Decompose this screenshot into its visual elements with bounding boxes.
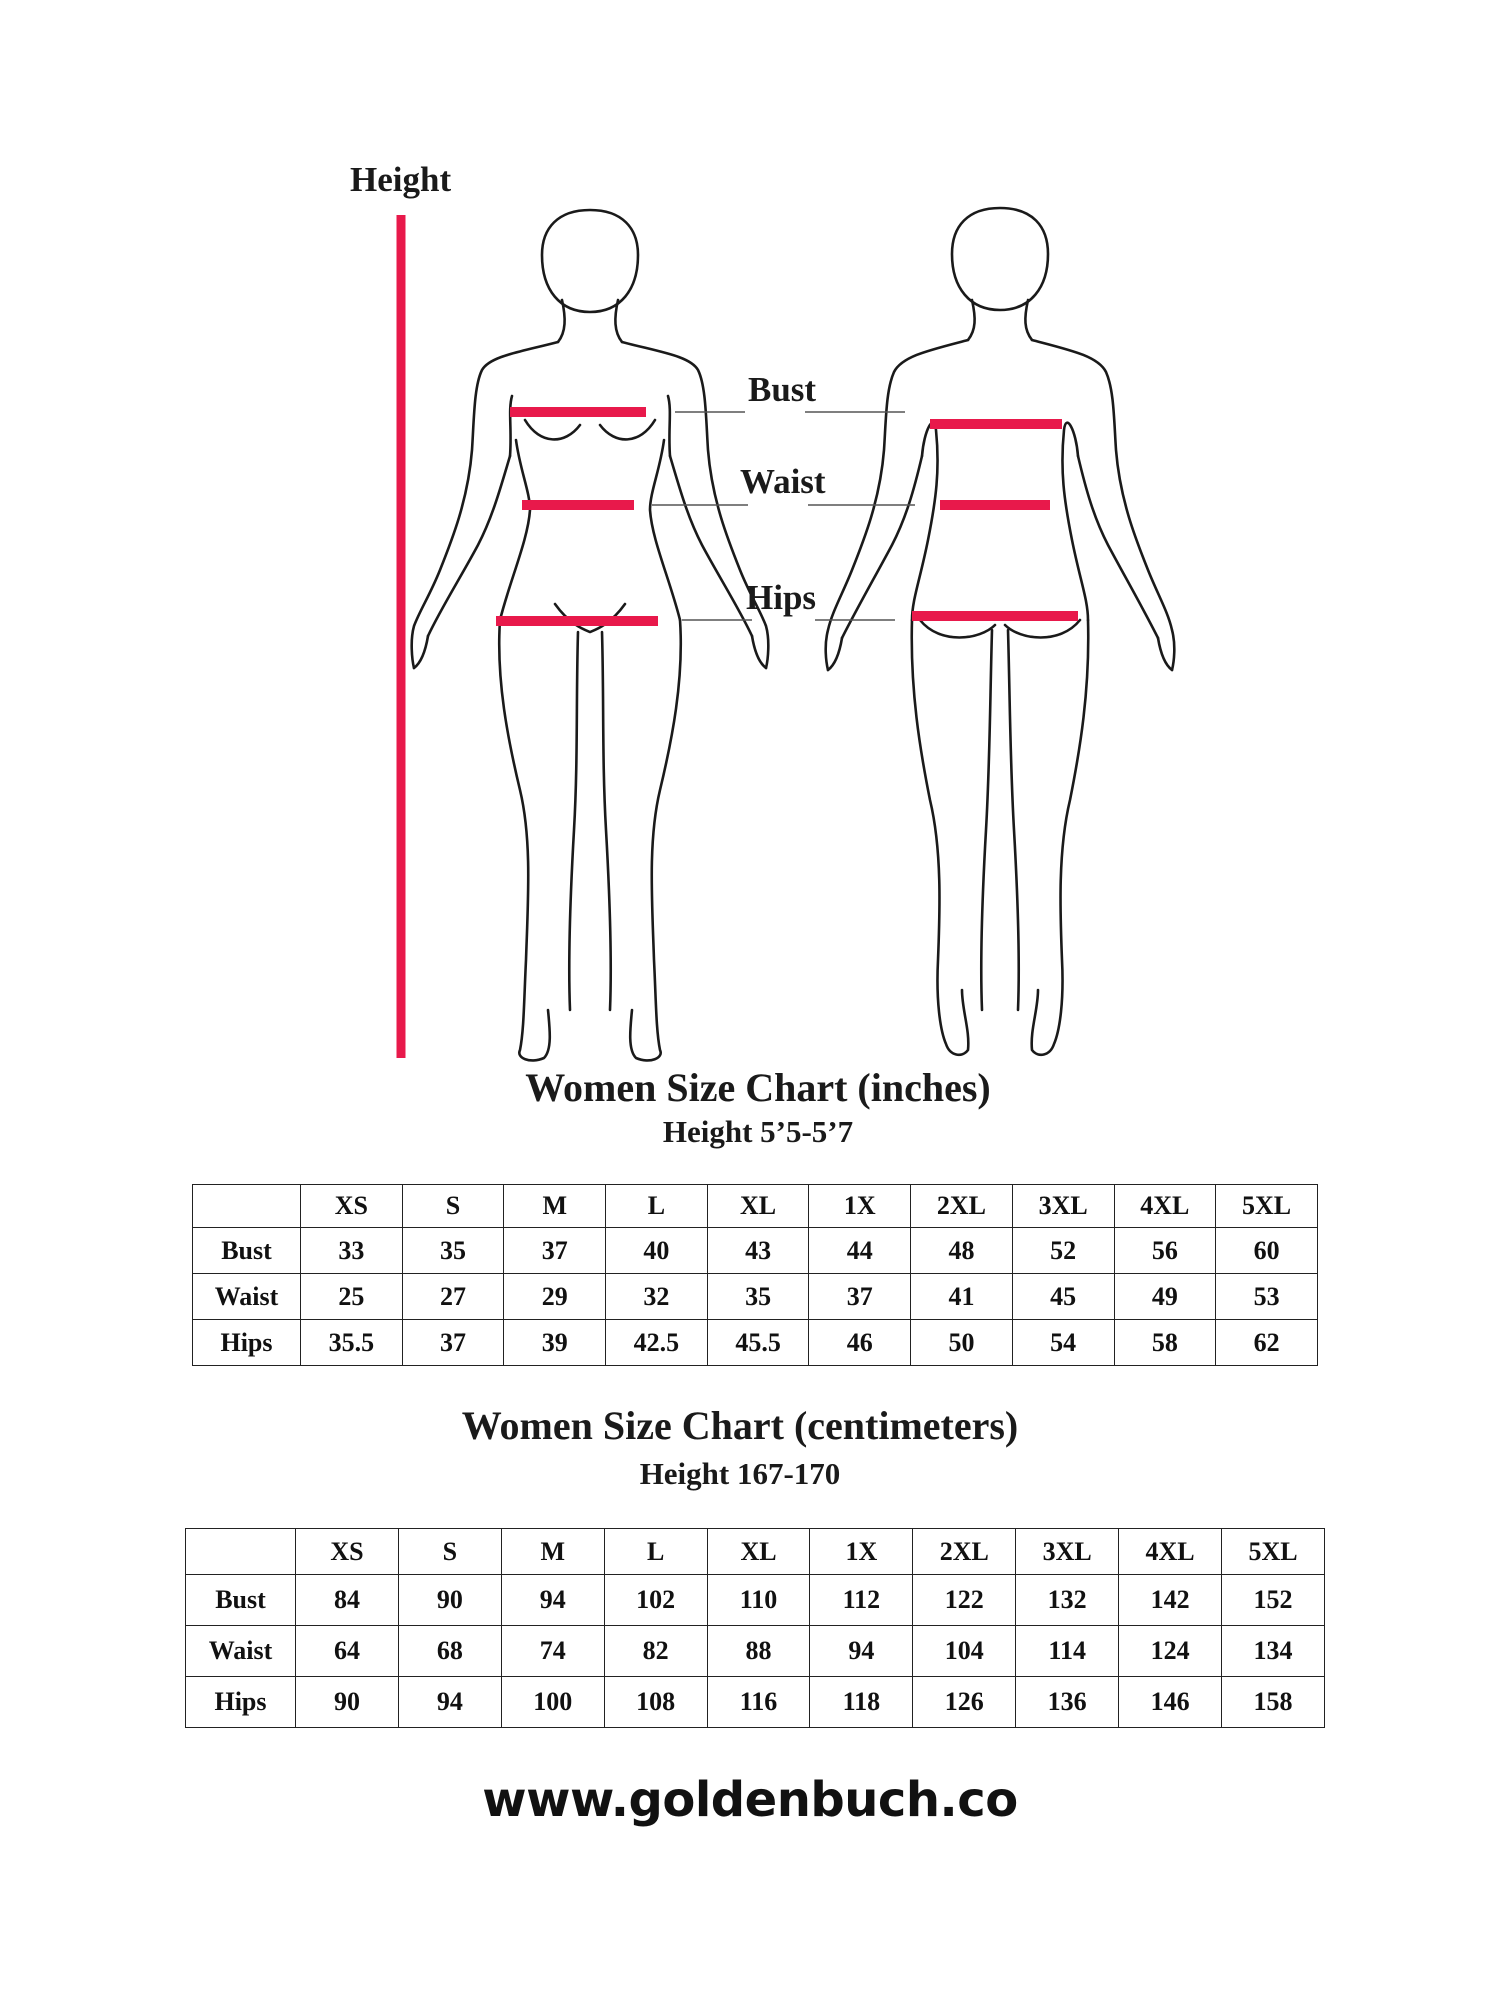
table-row	[186, 1575, 1325, 1626]
table-header-cell: M	[504, 1185, 606, 1228]
table-cell: 48	[911, 1228, 1013, 1274]
back-figure-outline	[826, 208, 1175, 1055]
table-cell: 134	[1222, 1626, 1325, 1677]
table-cell: 132	[1016, 1575, 1119, 1626]
table-cell: 88	[707, 1626, 810, 1677]
table-cell: 94	[398, 1677, 501, 1728]
table-cell: 40	[606, 1228, 708, 1274]
table-header-cell: M	[501, 1529, 604, 1575]
table-cell: 118	[810, 1677, 913, 1728]
table-cell: 33	[301, 1228, 403, 1274]
centimeters-chart-title: Women Size Chart (centimeters)	[461, 1403, 1019, 1448]
table-cell: 45.5	[707, 1320, 809, 1366]
table-cell: 39	[504, 1320, 606, 1366]
table-cell: 29	[504, 1274, 606, 1320]
table-row	[193, 1274, 1318, 1320]
table-cell: 35	[707, 1274, 809, 1320]
table-header-cell: 5XL	[1216, 1185, 1318, 1228]
inches-size-table	[192, 1184, 1318, 1366]
height-label: Height	[350, 160, 452, 199]
table-row	[186, 1677, 1325, 1728]
table-cell: 46	[809, 1320, 911, 1366]
waist-label: Waist	[740, 462, 826, 501]
table-cell: 124	[1119, 1626, 1222, 1677]
table-cell: 146	[1119, 1677, 1222, 1728]
table-header-cell: 4XL	[1119, 1529, 1222, 1575]
table-cell: 37	[504, 1228, 606, 1274]
table-header-cell: 1X	[809, 1185, 911, 1228]
table-cell: 74	[501, 1626, 604, 1677]
table-cell: 54	[1012, 1320, 1114, 1366]
table-cell: 32	[606, 1274, 708, 1320]
table-cell: 49	[1114, 1274, 1216, 1320]
inches-chart-subtitle: Height 5’5-5’7	[662, 1114, 854, 1149]
table-header-cell: 3XL	[1012, 1185, 1114, 1228]
table-header-cell: XS	[296, 1529, 399, 1575]
centimeters-chart-subtitle: Height 167-170	[639, 1456, 841, 1491]
table-cell: 52	[1012, 1228, 1114, 1274]
table-cell: 37	[402, 1320, 504, 1366]
table-cell: 90	[398, 1575, 501, 1626]
table-cell: 53	[1216, 1274, 1318, 1320]
table-row	[193, 1228, 1318, 1274]
table-header-cell: 2XL	[913, 1529, 1016, 1575]
table-cell: 35.5	[301, 1320, 403, 1366]
table-cell: 94	[810, 1626, 913, 1677]
bust-label: Bust	[748, 370, 817, 409]
table-cell: 100	[501, 1677, 604, 1728]
front-figure-outline	[412, 210, 769, 1060]
table-header-cell: L	[606, 1185, 708, 1228]
table-cell: 60	[1216, 1228, 1318, 1274]
table-cell: 68	[398, 1626, 501, 1677]
table-cell: 112	[810, 1575, 913, 1626]
table-row	[193, 1320, 1318, 1366]
table-cell: 27	[402, 1274, 504, 1320]
table-cell	[186, 1529, 296, 1575]
table-row	[186, 1626, 1325, 1677]
inches-chart-title: Women Size Chart (inches)	[525, 1065, 991, 1110]
table-cell: 41	[911, 1274, 1013, 1320]
centimeters-size-table	[185, 1528, 1325, 1728]
row-label-cell: Waist	[193, 1274, 301, 1320]
table-cell: 90	[296, 1677, 399, 1728]
row-label-cell: Bust	[186, 1575, 296, 1626]
table-cell: 126	[913, 1677, 1016, 1728]
hips-label: Hips	[746, 578, 817, 617]
table-header-cell: 4XL	[1114, 1185, 1216, 1228]
table-cell: 158	[1222, 1677, 1325, 1728]
row-label-cell: Hips	[193, 1320, 301, 1366]
row-label-cell: Waist	[186, 1626, 296, 1677]
table-cell: 116	[707, 1677, 810, 1728]
table-header-cell: 1X	[810, 1529, 913, 1575]
table-cell	[193, 1185, 301, 1228]
table-header-cell: XL	[707, 1529, 810, 1575]
table-cell: 136	[1016, 1677, 1119, 1728]
table-cell: 42.5	[606, 1320, 708, 1366]
table-header-cell: XS	[301, 1185, 403, 1228]
table-header-cell: S	[398, 1529, 501, 1575]
row-label-cell: Hips	[186, 1677, 296, 1728]
table-header-row	[186, 1529, 1325, 1575]
website-url: www.goldenbuch.co	[482, 1772, 1018, 1828]
table-header-cell: XL	[707, 1185, 809, 1228]
table-cell: 58	[1114, 1320, 1216, 1366]
table-cell: 152	[1222, 1575, 1325, 1626]
table-cell: 114	[1016, 1626, 1119, 1677]
table-cell: 50	[911, 1320, 1013, 1366]
table-cell: 122	[913, 1575, 1016, 1626]
table-header-cell: 2XL	[911, 1185, 1013, 1228]
table-cell: 62	[1216, 1320, 1318, 1366]
table-cell: 84	[296, 1575, 399, 1626]
table-header-cell: L	[604, 1529, 707, 1575]
table-header-cell: S	[402, 1185, 504, 1228]
table-cell: 94	[501, 1575, 604, 1626]
table-cell: 43	[707, 1228, 809, 1274]
table-header-row	[193, 1185, 1318, 1228]
table-cell: 110	[707, 1575, 810, 1626]
row-label-cell: Bust	[193, 1228, 301, 1274]
table-cell: 44	[809, 1228, 911, 1274]
table-cell: 64	[296, 1626, 399, 1677]
table-cell: 82	[604, 1626, 707, 1677]
table-cell: 25	[301, 1274, 403, 1320]
table-cell: 35	[402, 1228, 504, 1274]
table-cell: 56	[1114, 1228, 1216, 1274]
table-header-cell: 3XL	[1016, 1529, 1119, 1575]
table-header-cell: 5XL	[1222, 1529, 1325, 1575]
table-cell: 108	[604, 1677, 707, 1728]
table-cell: 142	[1119, 1575, 1222, 1626]
table-cell: 104	[913, 1626, 1016, 1677]
table-cell: 37	[809, 1274, 911, 1320]
table-cell: 45	[1012, 1274, 1114, 1320]
table-cell: 102	[604, 1575, 707, 1626]
